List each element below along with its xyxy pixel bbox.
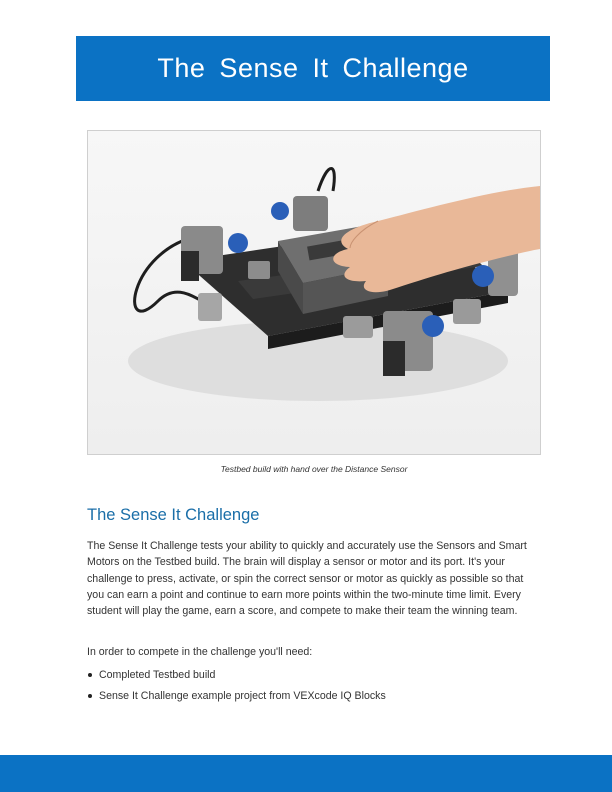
list-item-text: Completed Testbed build: [99, 669, 216, 681]
requirements-list: [87, 668, 386, 710]
challenge-description: The Sense It Challenge tests your ability to quickly and accurately use the Sensors and Smart Motors on the Testbed build. The brain will display a sensor or motor and its port. It's your challenge to press, activate, or spin the correct sensor or motor as quickly as possible so that you can earn a point and continue to earn more points within the two-minute time limit. Every student will play the game, earn a score, and compete to make their team the winning team.: [87, 540, 527, 618]
requirements-lead-in: In order to compete in the challenge you'll need:: [87, 646, 313, 658]
testbed-photo: [87, 130, 541, 455]
list-item: [87, 689, 386, 710]
bullet-icon: [88, 673, 92, 677]
page-title: The Sense It Challenge: [157, 53, 469, 83]
list-item: [87, 668, 386, 689]
title-banner: [76, 36, 550, 101]
section-heading: The Sense It Challenge: [87, 506, 260, 524]
figure-caption: Testbed build with hand over the Distance Sensor: [220, 464, 408, 474]
testbed-illustration: [88, 131, 540, 454]
list-item-text: Sense It Challenge example project from VEXcode IQ Blocks: [99, 690, 386, 702]
footer-bar: [0, 755, 612, 792]
bullet-icon: [88, 694, 92, 698]
